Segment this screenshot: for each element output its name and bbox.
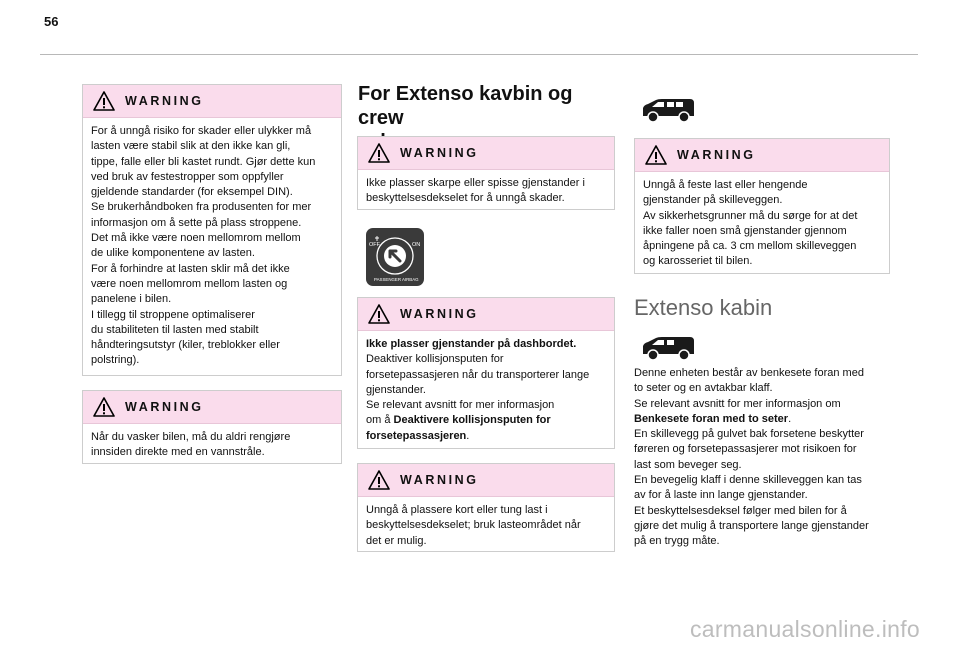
watermark: carmanualsonline.info bbox=[689, 616, 920, 642]
warning-box-partition bbox=[634, 138, 890, 274]
warning-triangle-icon bbox=[368, 143, 390, 163]
text-line: to seter og en avtakbar klaff. bbox=[634, 382, 773, 395]
page-number: 56 bbox=[44, 14, 59, 29]
top-rule bbox=[40, 54, 918, 55]
warning-triangle-icon bbox=[368, 470, 390, 490]
text-line: gjenstander. bbox=[366, 383, 426, 396]
warning-header bbox=[358, 464, 614, 497]
text-line: og karosseriet til bilen. bbox=[643, 255, 753, 268]
warning-triangle-icon bbox=[93, 397, 115, 417]
extenso-kabin-body bbox=[634, 366, 894, 550]
text-line: Ikke plasser skarpe eller spisse gjenstander i bbox=[366, 177, 585, 189]
airbag-on-label: ON bbox=[412, 242, 421, 248]
text-line: beskyttelsesdekselet; bruk lasteområdet når bbox=[366, 519, 581, 532]
text-line: forsetepassasjeren når du transporterer lange bbox=[366, 368, 590, 381]
text-line: polstring). bbox=[91, 354, 140, 367]
warning-triangle-icon bbox=[645, 145, 667, 165]
warning-title: WARNING bbox=[125, 94, 204, 108]
text-line-bold: Ikke plasser gjenstander på dashbordet. bbox=[366, 338, 577, 350]
text-line: panelene i bilen. bbox=[91, 293, 172, 306]
text-line: Det må ikke være noen mellomrom mellom bbox=[91, 232, 301, 245]
text-line: håndteringsutstyr (kiler, treblokker eller bbox=[91, 339, 280, 352]
warning-title: WARNING bbox=[400, 307, 479, 321]
warning-body bbox=[358, 497, 614, 557]
text-line: føreren og forsetepassasjerer mot risikoen for bbox=[634, 443, 857, 456]
warning-body bbox=[83, 424, 341, 469]
text-line-reference bbox=[634, 412, 894, 427]
text-line: informasjon om å sette på plass stroppene. bbox=[91, 216, 302, 229]
text-line: det er mulig. bbox=[366, 534, 427, 547]
text-line: Unngå å feste last eller hengende bbox=[643, 179, 808, 191]
text-line: gjøre det mulig å transportere lange gjenstander bbox=[634, 519, 869, 532]
text-line: åpningene på ca. 3 cm mellom skilleveggen bbox=[643, 240, 857, 253]
text-line: Et beskyttelsesdeksel følger med bilen for å bbox=[634, 504, 847, 517]
text-line: En bevegelig klaff i denne skilleveggen kan tas bbox=[634, 474, 862, 487]
text-line: I tillegg til stroppene optimaliserer bbox=[91, 308, 255, 321]
warning-header bbox=[83, 391, 341, 424]
text-line: Av sikkerhetsgrunner må du sørge for at det bbox=[643, 209, 858, 222]
warning-title: WARNING bbox=[125, 400, 204, 414]
text-line: Se relevant avsnitt for mer informasjon bbox=[366, 399, 555, 412]
warning-title: WARNING bbox=[400, 473, 479, 487]
warning-header bbox=[635, 139, 889, 172]
warning-box-washing bbox=[82, 390, 342, 464]
crew-cab-van-icon bbox=[640, 96, 696, 124]
text-line: innsiden direkte med en vannstråle. bbox=[91, 446, 265, 459]
text-line: ved bruk av festestropper som oppfyller bbox=[91, 170, 284, 183]
section-title-line: For Extenso kavbin og crew bbox=[358, 83, 573, 129]
warning-header bbox=[358, 298, 614, 331]
reference-suffix: . bbox=[788, 412, 792, 425]
warning-triangle-icon bbox=[368, 304, 390, 324]
warning-box-sharp-objects bbox=[357, 136, 615, 210]
warning-body bbox=[83, 118, 341, 377]
text-line: du stabiliteten til lasten med stabilt bbox=[91, 323, 259, 336]
text-line: gjeldende standarder (for eksempel DIN). bbox=[91, 186, 293, 199]
airbag-off-label: OFF bbox=[369, 242, 380, 248]
reference-link-text: Benkesete foran med to seter bbox=[634, 412, 789, 425]
text-line: Denne enheten består av benkesete foran med bbox=[634, 367, 864, 379]
warning-box-heavy-load bbox=[357, 463, 615, 552]
warning-body bbox=[635, 172, 889, 278]
text-line: Unngå å plassere kort eller tung last i bbox=[366, 504, 548, 516]
passenger-airbag-switch-icon bbox=[366, 228, 424, 286]
text-line: Når du vasker bilen, må du aldri rengjøre bbox=[91, 431, 291, 443]
warning-box-dashboard bbox=[357, 297, 615, 449]
text-line: på en trygg måte. bbox=[634, 535, 720, 548]
reference-link-text: Deaktivere kollisjonsputen for bbox=[393, 414, 551, 427]
text-line: være noen mellomrom mellom lasten og bbox=[91, 277, 288, 290]
text-line: Se brukerhåndboken fra produsenten for mer bbox=[91, 201, 312, 214]
text-line: last som beveger seg. bbox=[634, 458, 742, 471]
warning-body bbox=[358, 331, 614, 452]
text-line: de ulike komponentene av lasten. bbox=[91, 247, 255, 260]
text-line-reference bbox=[366, 413, 606, 428]
warning-body bbox=[358, 170, 614, 215]
text-line: beskyttelsesdekselet for å unngå skader. bbox=[366, 192, 565, 205]
warning-header bbox=[358, 137, 614, 170]
text-line: av for å laste inn lange gjenstander. bbox=[634, 489, 808, 502]
text-line: En skillevegg på gulvet bak forsetene beskytter bbox=[634, 428, 864, 441]
warning-title: WARNING bbox=[400, 146, 479, 160]
text-line: lasten være stabil slik at den ikke kan gli, bbox=[91, 140, 291, 153]
text-line: gjenstander på skilleveggen. bbox=[643, 194, 783, 207]
extenso-kabin-van-icon bbox=[640, 334, 696, 362]
text-line: For å unngå risiko for skader eller ulykker må bbox=[91, 125, 312, 137]
reference-link-text: forsetepassasjeren bbox=[366, 429, 467, 442]
warning-header bbox=[83, 85, 341, 118]
warning-triangle-icon bbox=[93, 91, 115, 111]
reference-suffix: . bbox=[466, 429, 470, 442]
text-line-reference bbox=[366, 429, 606, 444]
text-line: Deaktiver kollisjonsputen for bbox=[366, 353, 504, 366]
airbag-ring-label: PASSENGER AIRBAG bbox=[374, 277, 419, 282]
section-title-extenso-kabin: Extenso kabin bbox=[634, 295, 773, 320]
text-line: For å forhindre at lasten sklir må det ikke bbox=[91, 262, 290, 275]
warning-box-load-stability bbox=[82, 84, 342, 376]
text-line: Se relevant avsnitt for mer informasjon om bbox=[634, 397, 841, 410]
text-line: tippe, falle eller bli kastet rundt. Gjør dette kun bbox=[91, 155, 316, 168]
warning-title: WARNING bbox=[677, 148, 756, 162]
text-line: ikke faller noen små gjenstander gjennom bbox=[643, 224, 847, 237]
reference-prefix: om å bbox=[366, 414, 394, 427]
